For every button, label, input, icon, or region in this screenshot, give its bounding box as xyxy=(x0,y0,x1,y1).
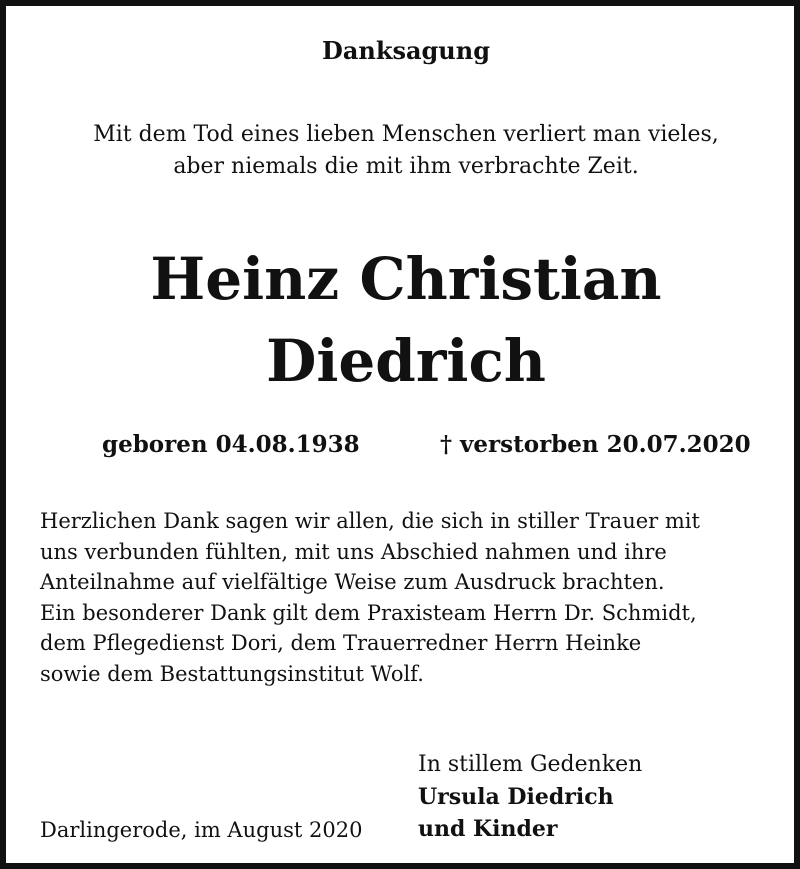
thanks-line: Ein besonderer Dank gilt dem Praxisteam Herrn Dr. Schmidt, xyxy=(40,600,697,625)
thanks-line: sowie dem Bestattungsinstitut Wolf. xyxy=(40,661,424,686)
quote-line: Mit dem Tod eines lieben Menschen verliert man vieles, xyxy=(93,122,719,147)
remembrance-line: In stillem Gedenken xyxy=(418,752,643,777)
deceased-name-line: Heinz Christian xyxy=(150,245,662,313)
death-date: † verstorben 20.07.2020 xyxy=(440,431,751,458)
quote xyxy=(6,119,800,183)
birth-date: geboren 04.08.1938 xyxy=(102,431,360,458)
deceased-name-line: Diedrich xyxy=(266,327,546,395)
place-and-date: Darlingerode, im August 2020 xyxy=(40,818,363,842)
mourners-block xyxy=(418,749,642,845)
notice-heading: Danksagung xyxy=(322,36,490,65)
mourner-name: und Kinder xyxy=(418,816,558,842)
thanks-line: Anteilnahme auf vielfältige Weise zum Ausdruck brachten. xyxy=(40,570,665,594)
thanks-line: dem Pflegedienst Dori, dem Trauerredner Herrn Heinke xyxy=(40,631,642,655)
thanks-line: Herzlichen Dank sagen wir allen, die sich in stiller Trauer mit xyxy=(40,509,700,533)
mourner-name: Ursula Diedrich xyxy=(418,784,614,810)
thanks-text xyxy=(40,506,780,689)
thanks-line: uns verbunden fühlten, mit uns Abschied nahmen und ihre xyxy=(40,539,667,564)
deceased-name xyxy=(6,238,800,402)
quote-line: aber niemals die mit ihm verbrachte Zeit. xyxy=(173,154,639,179)
